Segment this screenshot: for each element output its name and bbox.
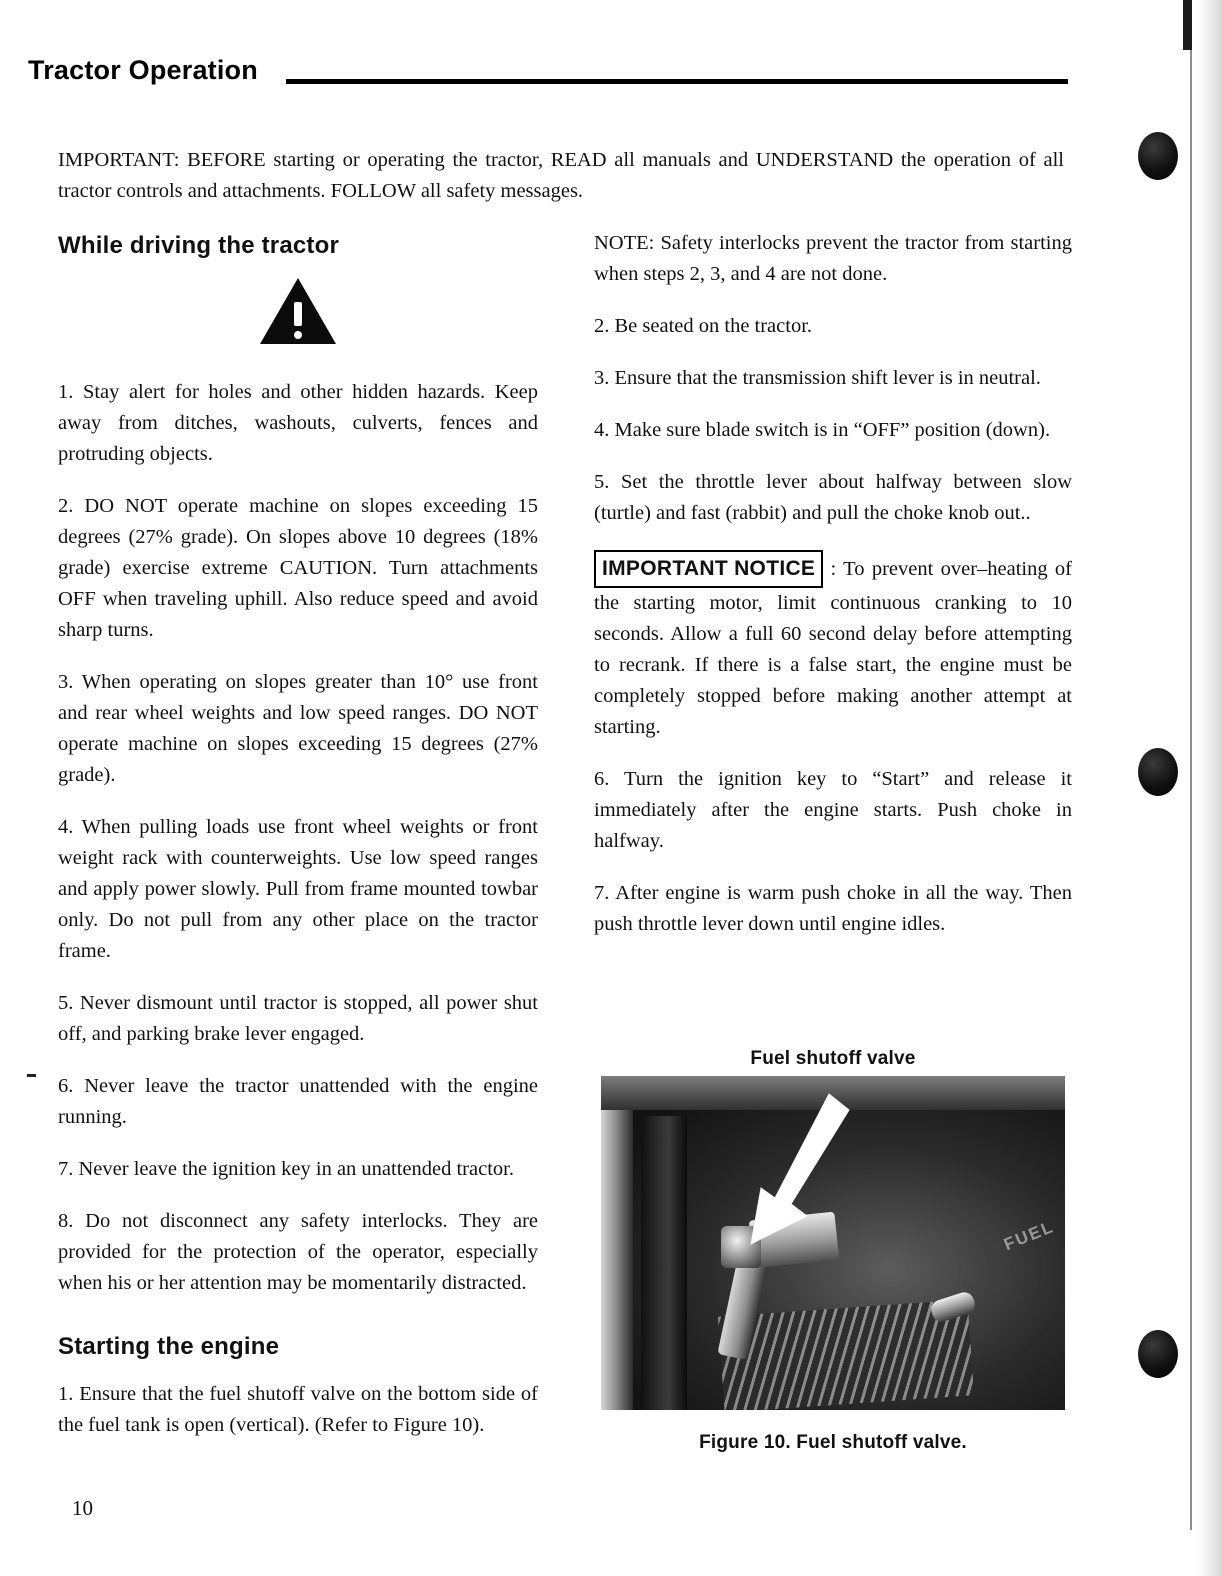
figure-photo bbox=[601, 1076, 1065, 1410]
page-title: Tractor Operation bbox=[28, 55, 258, 85]
right-column bbox=[594, 228, 1072, 940]
list-item: 2. Be seated on the tractor. bbox=[594, 315, 813, 337]
list-item: 1. Stay alert for holes and other hidden hazards. Keep away from ditches, washouts, culverts, fences and protruding objects. bbox=[58, 381, 538, 465]
important-notice-text: : To prevent over–heating of the starting motor, limit continuous cranking to 10 seconds. Allow a full 60 second delay before attempting to recrank. If there is a false start, the engine must be completely stopped before making another attempt at starting. bbox=[594, 558, 1072, 738]
list-item: 4. Make sure blade switch is in “OFF” position (down). bbox=[594, 419, 1051, 441]
section-heading-starting-engine: Starting the engine bbox=[58, 1333, 280, 1360]
list-item: 4. When pulling loads use front wheel weights or front weight rack with counterweights. Use low speed ranges and apply power slowly. Pull from frame mounted towbar only. Do not pull from any other place on the tractor frame. bbox=[58, 816, 538, 962]
important-notice-label: IMPORTANT NOTICE bbox=[594, 550, 823, 588]
figure-10 bbox=[594, 1048, 1072, 1454]
left-column bbox=[58, 232, 538, 1441]
section-heading-while-driving: While driving the tractor bbox=[58, 232, 340, 259]
list-item: 7. Never leave the ignition key in an unattended tractor. bbox=[58, 1158, 514, 1180]
scan-line-artifact bbox=[1190, 50, 1192, 1530]
list-item: 1. Ensure that the fuel shutoff valve on the bottom side of the fuel tank is open (vertical). (Refer to Figure 10). bbox=[58, 1383, 538, 1436]
list-item: 5. Set the throttle lever about halfway between slow (turtle) and fast (rabbit) and pull the choke knob out.. bbox=[594, 471, 1072, 524]
figure-callout-label: Fuel shutoff valve bbox=[750, 1048, 916, 1069]
list-item: 6. Turn the ignition key to “Start” and release it immediately after the engine starts. Push choke in halfway. bbox=[594, 768, 1072, 852]
photo-valve-body bbox=[749, 1212, 840, 1269]
warning-triangle-icon bbox=[58, 278, 538, 351]
list-item: 8. Do not disconnect any safety interlocks. They are provided for the protection of the operator, especially when his or her attention may be momentarily distracted. bbox=[58, 1210, 538, 1294]
margin-tick-mark bbox=[27, 1074, 36, 1077]
scan-edge-artifact bbox=[1196, 0, 1222, 1576]
photo-left-edge bbox=[601, 1076, 633, 1410]
binder-hole-icon bbox=[1138, 1330, 1178, 1378]
important-notice-block bbox=[594, 550, 1072, 743]
list-item: 3. Ensure that the transmission shift lever is in neutral. bbox=[594, 367, 1041, 389]
page-header bbox=[28, 55, 1068, 86]
photo-top-band bbox=[601, 1076, 1065, 1110]
note-paragraph: NOTE: Safety interlocks prevent the tractor from starting when steps 2, 3, and 4 are not done. bbox=[594, 232, 1072, 285]
scan-bar-artifact bbox=[1183, 0, 1192, 50]
important-intro-paragraph: IMPORTANT: BEFORE starting or operating the tractor, READ all manuals and UNDERSTAND the operation of all tractor controls and attachments. FOLLOW all safety messages. bbox=[58, 148, 1064, 202]
binder-hole-icon bbox=[1138, 748, 1178, 796]
header-underline bbox=[286, 79, 1068, 84]
photo-valve-handle bbox=[721, 1226, 761, 1268]
list-item: 7. After engine is warm push choke in all the way. Then push throttle lever down until engine idles. bbox=[594, 882, 1072, 935]
list-item: 2. DO NOT operate machine on slopes exceeding 15 degrees (27% grade). On slopes above 10 degrees (18% grade) exercise extreme CAUTION. Turn attachments OFF when traveling uphill. Also reduce speed and avoid sharp turns. bbox=[58, 495, 538, 641]
figure-caption: Figure 10. Fuel shutoff valve. bbox=[699, 1432, 967, 1453]
page-number: 10 bbox=[72, 1496, 93, 1520]
list-item: 6. Never leave the tractor unattended with the engine running. bbox=[58, 1075, 538, 1128]
list-item: 3. When operating on slopes greater than 10° use front and rear wheel weights and low speed ranges. DO NOT operate machine on slopes exceeding 15 degrees (27% grade). bbox=[58, 671, 538, 786]
photo-frame-panel bbox=[641, 1116, 687, 1410]
photo-stencil-text: FUEL bbox=[1000, 1216, 1057, 1255]
list-item: 5. Never dismount until tractor is stopped, all power shut off, and parking brake lever engaged. bbox=[58, 992, 538, 1045]
binder-hole-icon bbox=[1138, 132, 1178, 180]
